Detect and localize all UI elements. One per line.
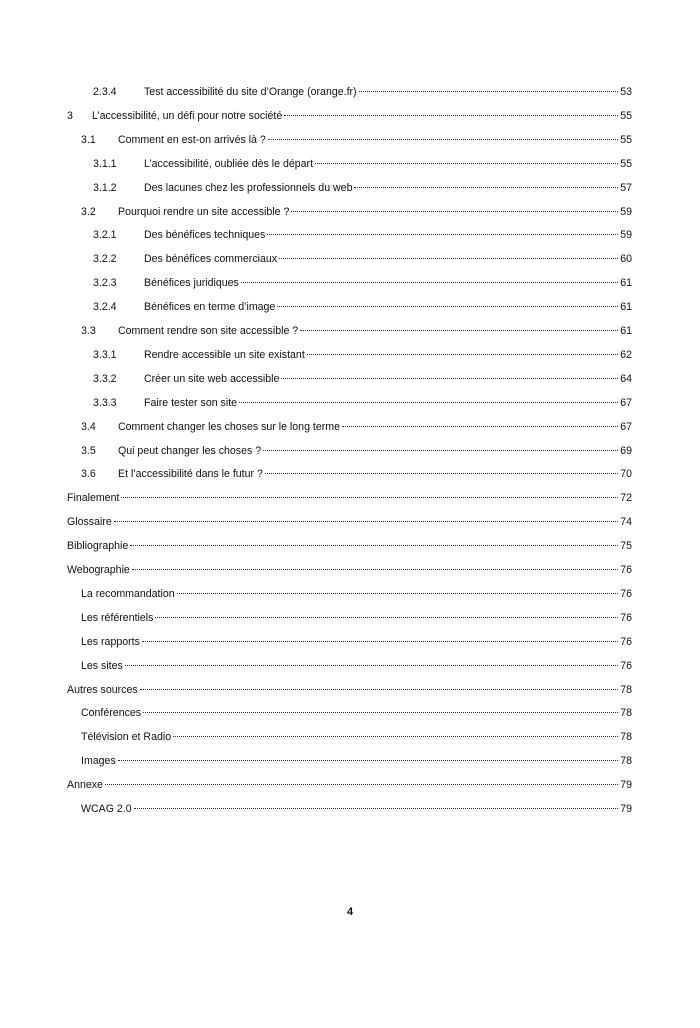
toc-entry-page: 61 (620, 301, 632, 314)
toc-entry-title: Des bénéfices techniques (144, 229, 266, 242)
toc-entry-title: Les référentiels (81, 611, 154, 624)
toc-dot-leader (118, 760, 618, 761)
toc-entry[interactable] (67, 683, 632, 697)
toc-entry-number: 3.2.2 (93, 253, 117, 266)
toc-entry[interactable] (93, 300, 632, 314)
toc-entry[interactable] (81, 467, 632, 481)
toc-entry[interactable] (93, 372, 632, 386)
toc-entry-number: 3.3 (81, 325, 96, 337)
toc-entry-number: 3.3.2 (93, 372, 117, 385)
toc-entry-title: Bibliographie (67, 540, 129, 553)
toc-entry[interactable] (67, 778, 632, 792)
toc-entry-title: Qui peut changer les choses ? (118, 444, 262, 457)
toc-entry-title: Images (81, 755, 116, 768)
toc-entry-number: 3.1.2 (93, 181, 117, 194)
toc-dot-leader (241, 282, 618, 283)
toc-dot-leader (265, 473, 618, 474)
toc-entry-number: 3.3.3 (93, 396, 117, 409)
toc-entry-number: 3.5 (81, 444, 96, 457)
toc-entry-title: La recommandation (81, 587, 175, 600)
toc-entry-page: 76 (620, 611, 632, 624)
toc-dot-leader (155, 617, 618, 618)
toc-entry[interactable] (81, 706, 632, 720)
toc-dot-leader (239, 402, 618, 403)
toc-entry-title: Comment rendre son site accessible ? (118, 325, 299, 337)
toc-entry-page: 61 (620, 325, 632, 337)
toc-entry[interactable] (93, 396, 632, 410)
toc-entry[interactable] (81, 324, 632, 338)
toc-entry-title: WCAG 2.0 (81, 803, 132, 815)
toc-dot-leader (267, 234, 618, 235)
toc-entry-page: 76 (620, 635, 632, 648)
toc-entry-page: 60 (620, 253, 632, 266)
toc-dot-leader (279, 258, 618, 259)
toc-entry-title: Pourquoi rendre un site accessible ? (118, 205, 290, 218)
toc-entry-page: 61 (620, 277, 632, 290)
toc-entry[interactable] (93, 157, 632, 171)
toc-entry-title: Autres sources (67, 683, 138, 696)
toc-entry-title: Les rapports (81, 635, 140, 648)
toc-dot-leader (284, 115, 618, 116)
toc-entry-page: 76 (620, 659, 632, 672)
toc-entry[interactable] (67, 109, 632, 123)
toc-entry-page: 57 (620, 181, 632, 194)
toc-entry-title: Finalement (67, 492, 120, 505)
toc-entry[interactable] (81, 587, 632, 601)
toc-entry[interactable] (93, 276, 632, 290)
toc-dot-leader (142, 641, 618, 642)
toc-entry-page: 75 (620, 540, 632, 553)
toc-entry[interactable] (81, 420, 632, 434)
toc-dot-leader (114, 521, 618, 522)
toc-entry-title: Créer un site web accessible (144, 372, 280, 385)
toc-dot-leader (125, 665, 618, 666)
toc-entry-page: 70 (620, 468, 632, 481)
toc-entry[interactable] (81, 611, 632, 625)
toc-entry-title: L’accessibilité, un défi pour notre société (92, 109, 283, 122)
toc-entry[interactable] (81, 205, 632, 219)
toc-dot-leader (291, 211, 618, 212)
toc-dot-leader (140, 689, 619, 690)
toc-entry[interactable] (81, 730, 632, 744)
toc-dot-leader (354, 187, 618, 188)
toc-dot-leader (121, 497, 618, 498)
toc-entry[interactable] (93, 252, 632, 266)
toc-entry-number: 3.6 (81, 468, 96, 481)
toc-entry-page: 55 (620, 133, 632, 146)
toc-entry[interactable] (67, 539, 632, 553)
toc-entry-number: 3 (67, 109, 73, 122)
toc-entry-page: 78 (620, 755, 632, 768)
toc-entry-page: 72 (620, 492, 632, 505)
toc-entry-number: 2.3.4 (93, 86, 117, 98)
toc-entry-title: Comment changer les choses sur le long terme (118, 420, 340, 433)
toc-entry-title: L’accessibilité, oubliée dès le départ (144, 157, 314, 170)
toc-entry-page: 79 (620, 779, 632, 792)
page-number: 4 (346, 906, 354, 918)
toc-entry-page: 76 (620, 564, 632, 576)
toc-dot-leader (105, 784, 618, 785)
toc-entry-page: 79 (620, 803, 632, 815)
toc-dot-leader (307, 354, 618, 355)
toc-entry-title: Bénéfices en terme d’image (144, 301, 276, 314)
toc-entry-title: Rendre accessible un site existant (144, 348, 305, 361)
toc-dot-leader (143, 712, 618, 713)
toc-entry-page: 55 (620, 157, 632, 170)
toc-entry[interactable] (67, 563, 632, 577)
toc-entry-page: 78 (620, 707, 632, 720)
toc-entry-title: Des bénéfices commerciaux (144, 253, 278, 266)
toc-entry-title: Les sites (81, 659, 123, 672)
toc-entry-number: 3.3.1 (93, 348, 117, 361)
toc-entry-page: 59 (620, 205, 632, 218)
toc-dot-leader (134, 808, 619, 809)
toc-dot-leader (315, 163, 618, 164)
toc-entry[interactable] (81, 802, 632, 816)
toc-entry-title: Télévision et Radio (81, 731, 172, 744)
toc-entry-page: 74 (620, 516, 632, 529)
toc-entry-title: Conférences (81, 707, 142, 720)
toc-entry[interactable] (67, 491, 632, 505)
toc-entry-title: Comment en est-on arrivés là ? (118, 133, 266, 146)
toc-dot-leader (177, 593, 619, 594)
toc-entry-title: Des lacunes chez les professionnels du web (144, 181, 353, 194)
toc-entry-page: 59 (620, 229, 632, 242)
toc-entry-page: 64 (620, 372, 632, 385)
toc-entry-page: 55 (620, 109, 632, 122)
toc-entry-number: 3.2.3 (93, 277, 117, 290)
toc-dot-leader (342, 426, 618, 427)
toc-dot-leader (277, 306, 618, 307)
toc-entry-title: Test accessibilité du site d’Orange (orange.fr) (144, 86, 357, 98)
toc-dot-leader (359, 91, 619, 92)
toc-entry[interactable] (93, 348, 632, 362)
toc-entry-page: 62 (620, 348, 632, 361)
toc-dot-leader (268, 139, 618, 140)
toc-entry-number: 3.1 (81, 133, 96, 146)
toc-entry-number: 3.1.1 (93, 157, 117, 170)
toc-entry-page: 53 (620, 86, 632, 98)
toc-entry-number: 3.4 (81, 420, 96, 433)
toc-entry-number: 3.2.1 (93, 229, 117, 242)
toc-entry-title: Faire tester son site (144, 396, 238, 409)
toc-dot-leader (263, 450, 618, 451)
toc-entry-title: Bénéfices juridiques (144, 277, 239, 290)
toc-dot-leader (173, 736, 618, 737)
toc-entry[interactable] (81, 754, 632, 768)
toc-entry[interactable] (81, 635, 632, 649)
toc-dot-leader (132, 569, 618, 570)
toc-entry-page: 78 (620, 683, 632, 696)
toc-entry[interactable] (93, 85, 632, 99)
toc-entry-title: Webographie (67, 564, 130, 576)
toc-dot-leader (130, 545, 618, 546)
toc-entry-title: Et l’accessibilité dans le futur ? (118, 468, 263, 481)
toc-entry-number: 3.2 (81, 205, 96, 218)
toc-entry-title: Annexe (67, 779, 103, 792)
toc-entry-page: 67 (620, 420, 632, 433)
toc-entry-page: 76 (620, 587, 632, 600)
toc-entry[interactable] (81, 133, 632, 147)
toc-dot-leader (300, 330, 618, 331)
toc-entry-page: 78 (620, 731, 632, 744)
toc-entry[interactable] (81, 444, 632, 458)
toc-entry[interactable] (67, 515, 632, 529)
toc-entry-page: 69 (620, 444, 632, 457)
toc-dot-leader (281, 378, 618, 379)
toc-entry[interactable] (81, 659, 632, 673)
toc-entry[interactable] (93, 228, 632, 242)
toc-entry-number: 3.2.4 (93, 301, 117, 314)
toc-entry-page: 67 (620, 396, 632, 409)
toc-entry[interactable] (93, 181, 632, 195)
toc-entry-title: Glossaire (67, 516, 112, 529)
